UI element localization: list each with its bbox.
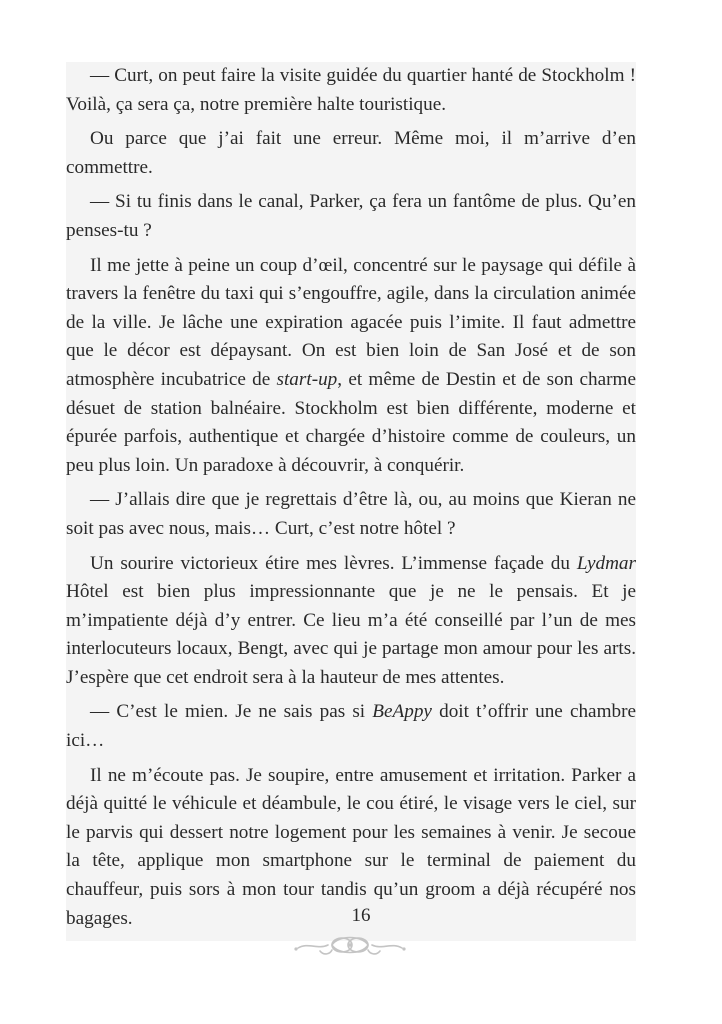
paragraph (66, 550, 636, 693)
text-run: Hôtel est bien plus impressionnante que je ne le pensais. Et je m’impatiente déjà d’y entrer. Ce lieu m’a été conseillé par l’un de mes interlocuteurs locaux, Bengt, avec qui je partage mon amour pour les arts. J’espère que cet endroit sera à la hauteur de mes attentes. (66, 581, 636, 688)
text-run: — J’allais dire que je regrettais d’être là, ou, au moins que Kieran ne soit pas avec nous, mais… Curt, c’est notre hôtel ? (66, 489, 636, 539)
page-body-text (66, 62, 636, 941)
paragraph (66, 252, 636, 481)
text-run: — Si tu finis dans le canal, Parker, ça fera un fantôme de plus. Qu’en penses-tu ? (66, 191, 636, 241)
paragraph (66, 698, 636, 755)
paragraph (66, 188, 636, 245)
text-run: Un sourire victorieux étire mes lèvres. L’immense façade du (90, 552, 577, 574)
italic-text-run: start-up (276, 368, 338, 390)
text-run: — Curt, on peut faire la visite guidée du quartier hanté de Stockholm ! Voilà, ça sera ça, notre première halte touristique. (66, 65, 636, 115)
ornamental-flourish-icon (290, 930, 410, 960)
italic-text-run: BeAppy (372, 701, 432, 723)
text-run: Ou parce que j’ai fait une erreur. Même moi, il m’arrive d’en commettre. (66, 128, 636, 178)
paragraph (66, 62, 636, 119)
text-run: Il ne m’écoute pas. Je soupire, entre amusement et irritation. Parker a déjà quitté le véhicule et déambule, le cou étiré, le visage vers le ciel, sur le parvis qui dessert notre logement pour les semaines à venir. Je secoue la tête, applique mon smartphone sur le terminal de paiement du chauffeur, puis sors à mon tour tandis qu’un groom a déjà récupéré nos bagages. (66, 764, 636, 929)
text-run: Il me jette à peine un coup d’œil, concentré sur le paysage qui défile à travers la fenêtre du taxi qui s’engouffre, agile, dans la circulation animée de la ville. Je lâche une expiration agacée puis l’imite. Il faut admettre que le décor est dépaysant. On est bien loin de San José et de son atmosphère incubatrice de (66, 254, 636, 390)
text-run: , et même de Destin et de son charme désuet de station balnéaire. Stockholm est bien différente, moderne et épurée parfois, authentique et chargée d’histoire comme de couleurs, un peu plus loin. Un paradoxe à découvrir, à conquérir. (66, 368, 636, 476)
page-number: 16 (351, 905, 371, 926)
paragraph (66, 486, 636, 543)
paragraph (66, 125, 636, 182)
text-run: — C’est le mien. Je ne sais pas si (90, 701, 373, 723)
italic-text-run: Lydmar (576, 552, 636, 574)
text-run: doit t’offrir une chambre ici… (66, 701, 637, 752)
